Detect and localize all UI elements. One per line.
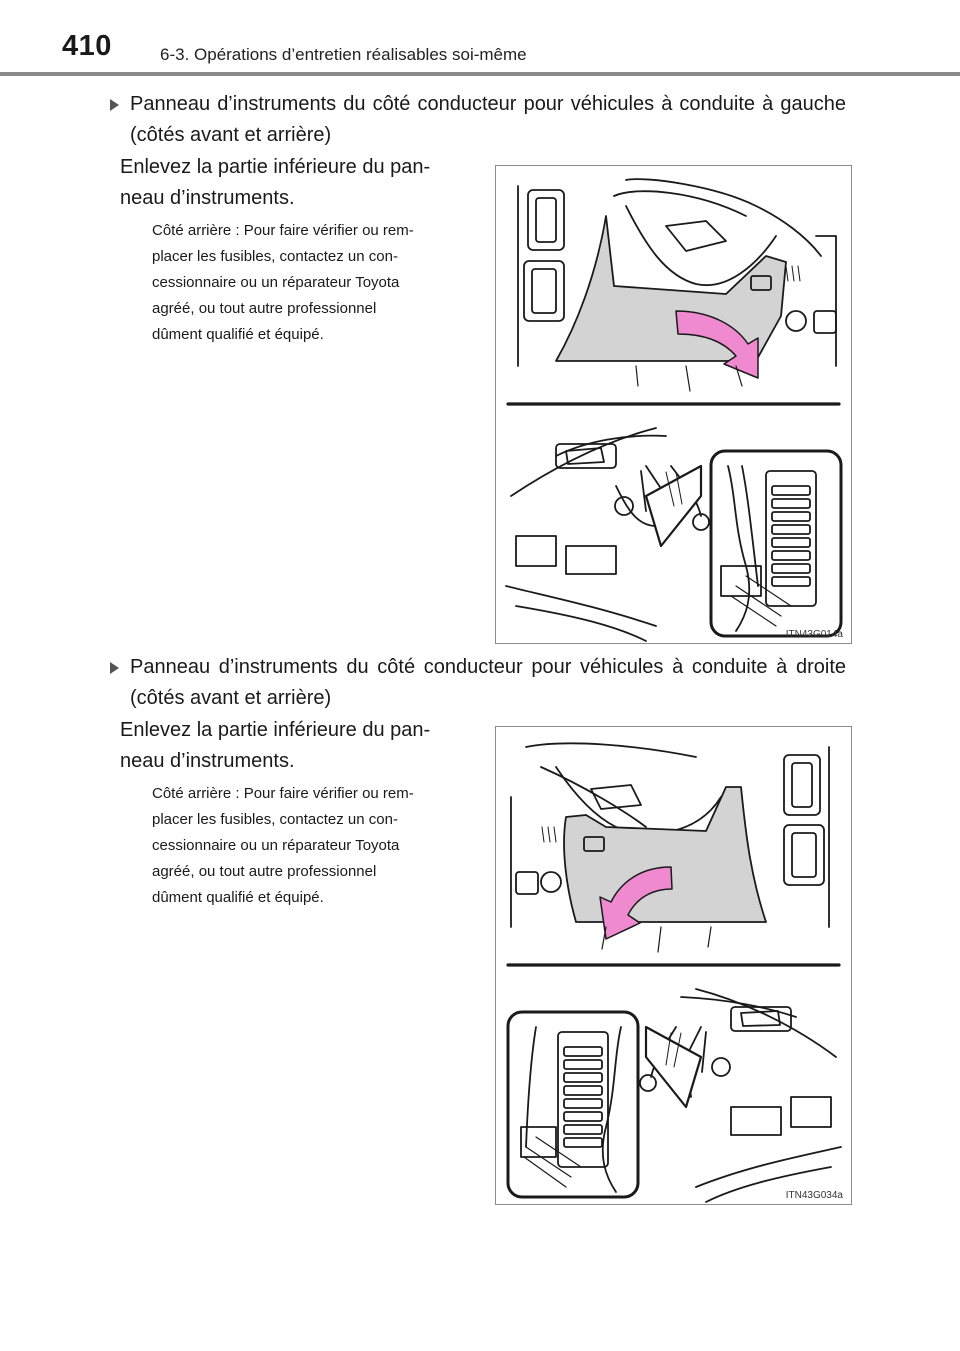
section-title: 6-3. Opérations d’entretien réalisables soi-même: [160, 45, 527, 64]
bullet-heading-lhd: [130, 89, 846, 151]
figure-lhd: [495, 165, 852, 644]
note-text-rhd: [152, 781, 463, 911]
instruction-text-rhd: [120, 715, 475, 777]
note-line: placer les fusibles, contactez un con-: [152, 248, 398, 265]
note-text-lhd: [152, 218, 463, 348]
lower-panel-shape: [564, 787, 766, 922]
note-line: dûment qualifié et équipé.: [152, 326, 324, 343]
bullet-heading-text: Panneau d’instruments du côté conducteur pour véhicules à conduite à gauche (côtés avant et arrière): [130, 93, 846, 146]
figure-lhd-illustration: [496, 166, 851, 643]
note-line: agréé, ou tout autre professionnel: [152, 863, 377, 880]
instruction-line: Enlevez la partie inférieure du pan-: [120, 156, 431, 178]
figure-code-label: ITN43G034a: [785, 1190, 843, 1201]
bullet-heading-text: Panneau d’instruments du côté conducteur pour véhicules à conduite à droite (côtés avant et arrière): [130, 656, 846, 709]
bullet-heading-rhd: [130, 652, 846, 714]
note-line: placer les fusibles, contactez un con-: [152, 811, 398, 828]
instruction-text-lhd: [120, 152, 475, 214]
note-line: Côté arrière : Pour faire vérifier ou rem-: [152, 785, 414, 802]
note-line: cessionnaire ou un réparateur Toyota: [152, 274, 400, 291]
instruction-line: Enlevez la partie inférieure du pan-: [120, 719, 431, 741]
page-number: 410: [62, 30, 112, 62]
triangle-bullet-icon: [110, 99, 119, 111]
instruction-line: neau d’instruments.: [120, 187, 295, 209]
instruction-line: neau d’instruments.: [120, 750, 295, 772]
note-line: agréé, ou tout autre professionnel: [152, 300, 377, 317]
triangle-bullet-icon: [110, 662, 119, 674]
note-line: cessionnaire ou un réparateur Toyota: [152, 837, 400, 854]
page-header: [0, 0, 960, 80]
note-line: dûment qualifié et équipé.: [152, 889, 324, 906]
header-rule: [0, 72, 960, 76]
figure-rhd-illustration: [496, 727, 851, 1204]
figure-rhd: [495, 726, 852, 1205]
figure-code-label: ITN43G014a: [785, 629, 843, 640]
note-line: Côté arrière : Pour faire vérifier ou rem-: [152, 222, 414, 239]
